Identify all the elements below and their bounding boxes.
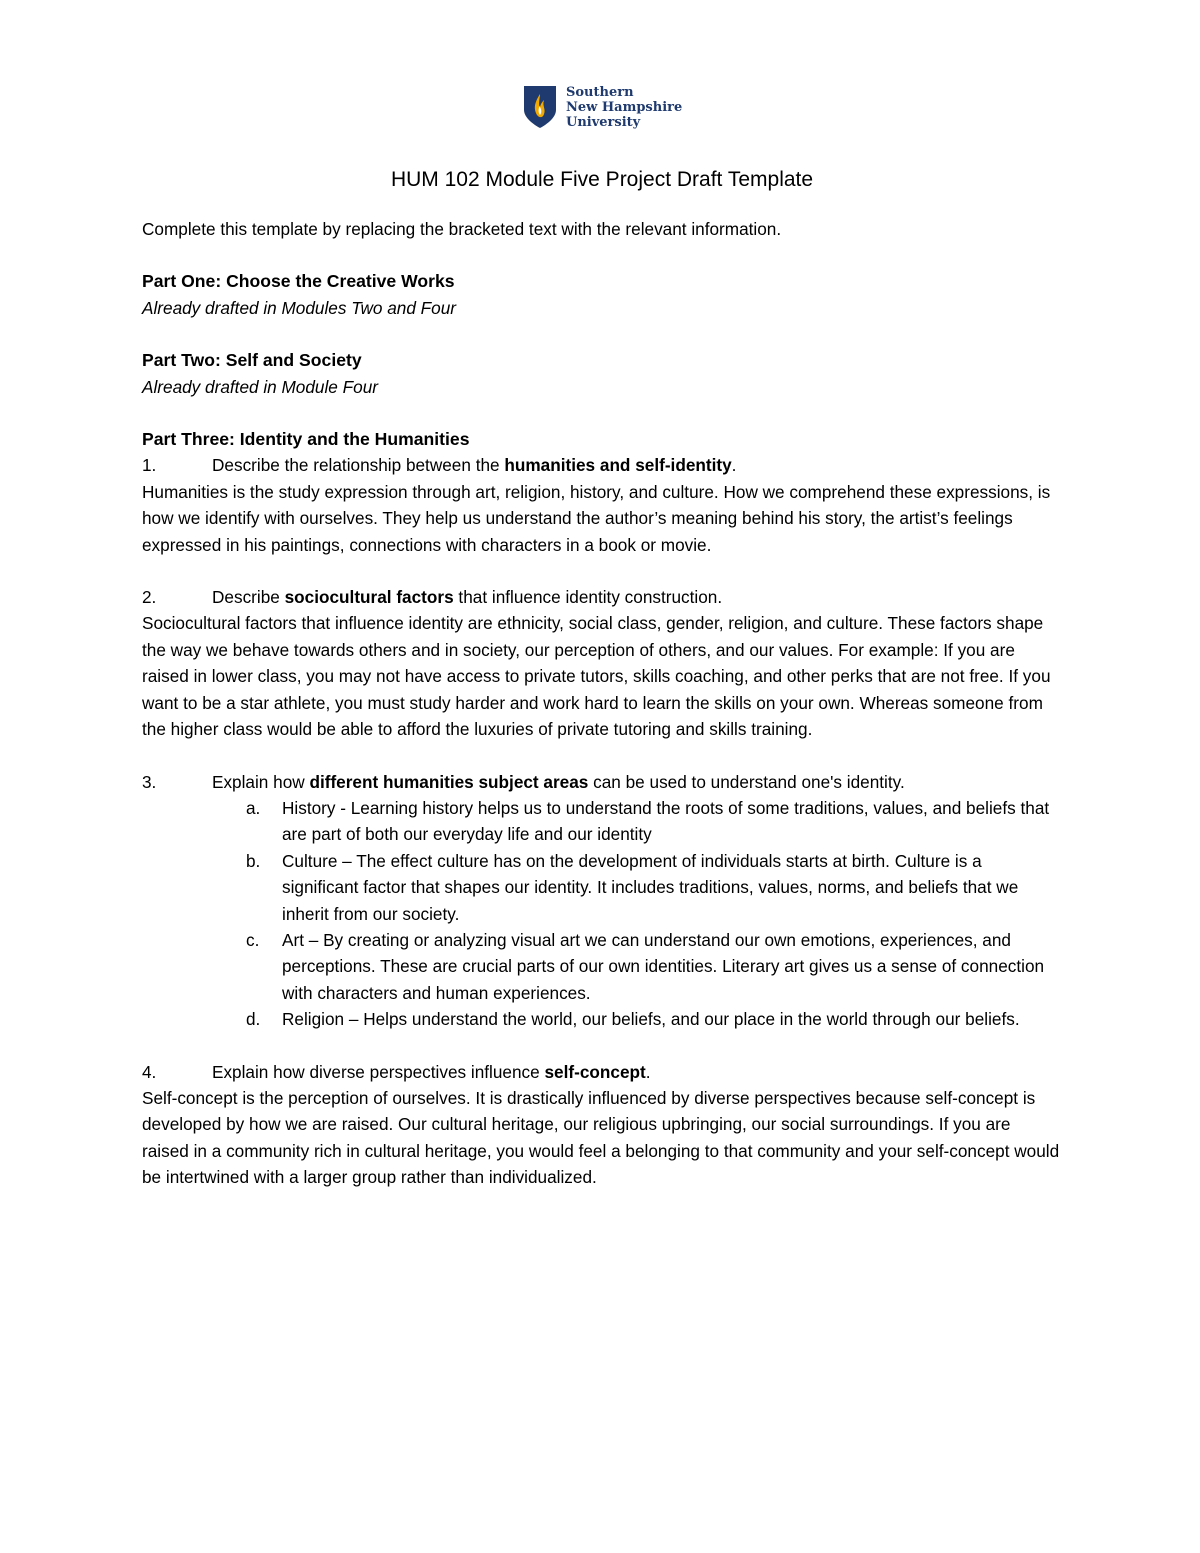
part-three-heading: Part Three: Identity and the Humanities bbox=[142, 429, 470, 450]
part-one-heading: Part One: Choose the Creative Works bbox=[142, 271, 455, 292]
answer-4: Self-concept is the perception of ourselves. It is drastically influenced by diverse perspectives because self-concept is developed by how we are raised. Our cultural heritage, our religious upbringing, our social surroundings. If you are raised in a community rich in cultural heritage, you would feel a belonging to that community and your self-concept would be intertwined with a larger group rather than individualized. bbox=[142, 1087, 1060, 1188]
university-logo bbox=[522, 84, 682, 130]
list-letter: c. bbox=[246, 929, 260, 950]
question-text-end: . bbox=[645, 1061, 651, 1082]
question-2 bbox=[142, 584, 1062, 610]
page-title: HUM 102 Module Five Project Draft Template bbox=[390, 168, 814, 191]
shield-flame-icon bbox=[522, 84, 558, 130]
question-3 bbox=[142, 769, 1062, 795]
list-text: Culture – The effect culture has on the development of individuals starts at birth. Culture is a significant factor that shapes our identity. It includes traditions, values, norms, and beliefs that we inherit from our society. bbox=[282, 850, 1019, 924]
list-letter: a. bbox=[246, 797, 261, 818]
question-text: Explain how bbox=[212, 771, 310, 792]
part-one-note: Already drafted in Modules Two and Four bbox=[142, 297, 456, 318]
part-two-note: Already drafted in Module Four bbox=[142, 376, 378, 397]
question-number: 1. bbox=[142, 455, 157, 476]
question-text-end: . bbox=[731, 455, 737, 476]
question-number: 3. bbox=[142, 771, 157, 792]
list-item-a bbox=[142, 795, 1062, 848]
question-emphasis: different humanities subject areas bbox=[309, 771, 589, 792]
question-number: 4. bbox=[142, 1061, 157, 1082]
question-emphasis: sociocultural factors bbox=[284, 587, 454, 608]
answer-1: Humanities is the study expression through art, religion, history, and culture. How we comprehend these expressions, is how we identify with ourselves. They help us understand the author’s meaning behind his story, the artist’s feelings expressed in his paintings, connections with characters in a book or movie. bbox=[142, 481, 1051, 555]
answer-2: Sociocultural factors that influence identity are ethnicity, social class, gender, religion, and culture. These factors shape the way we behave towards others and in society, our perception of others, and our values. For example: If you are raised in lower class, you may not have access to private tutors, skills coaching, and other perks that are not free. If you want to be a star athlete, you must study harder and work hard to learn the skills on your own. Whereas someone from the higher class would be able to afford the luxuries of private tutoring and skills training. bbox=[142, 613, 1051, 740]
intro-text: Complete this template by replacing the bracketed text with the relevant information. bbox=[142, 219, 782, 239]
list-letter: d. bbox=[246, 1009, 261, 1030]
question-emphasis: humanities and self-identity bbox=[504, 455, 732, 476]
question-number: 2. bbox=[142, 587, 157, 608]
question-text-end: can be used to understand one's identity. bbox=[588, 771, 905, 792]
list-text: History - Learning history helps us to understand the roots of some traditions, values, and beliefs that are part of both our everyday life and our identity bbox=[282, 797, 1050, 845]
list-item-c bbox=[142, 927, 1062, 1006]
list-text: Religion – Helps understand the world, our beliefs, and our place in the world through our beliefs. bbox=[282, 1009, 1020, 1030]
question-text: Explain how diverse perspectives influence bbox=[212, 1061, 545, 1082]
list-text: Art – By creating or analyzing visual art we can understand our own emotions, experiences, and perceptions. These are crucial parts of our own identities. Literary art gives us a sense of connection with characters and human experiences. bbox=[282, 929, 1045, 1003]
logo-line-3: University bbox=[566, 114, 641, 130]
list-item-b bbox=[142, 848, 1062, 927]
question-4 bbox=[142, 1059, 1062, 1085]
part-two-heading: Part Two: Self and Society bbox=[142, 350, 362, 371]
question-1 bbox=[142, 452, 1062, 478]
list-letter: b. bbox=[246, 850, 261, 871]
list-item-d bbox=[142, 1006, 1062, 1032]
logo-line-2: New Hampshire bbox=[566, 99, 683, 115]
logo-line-1: Southern bbox=[566, 84, 634, 100]
question-emphasis: self-concept bbox=[544, 1061, 646, 1082]
question-text-end: that influence identity construction. bbox=[453, 587, 723, 608]
document-body bbox=[142, 160, 1062, 1191]
question-text: Describe the relationship between the bbox=[212, 455, 505, 476]
question-text: Describe bbox=[212, 587, 285, 608]
